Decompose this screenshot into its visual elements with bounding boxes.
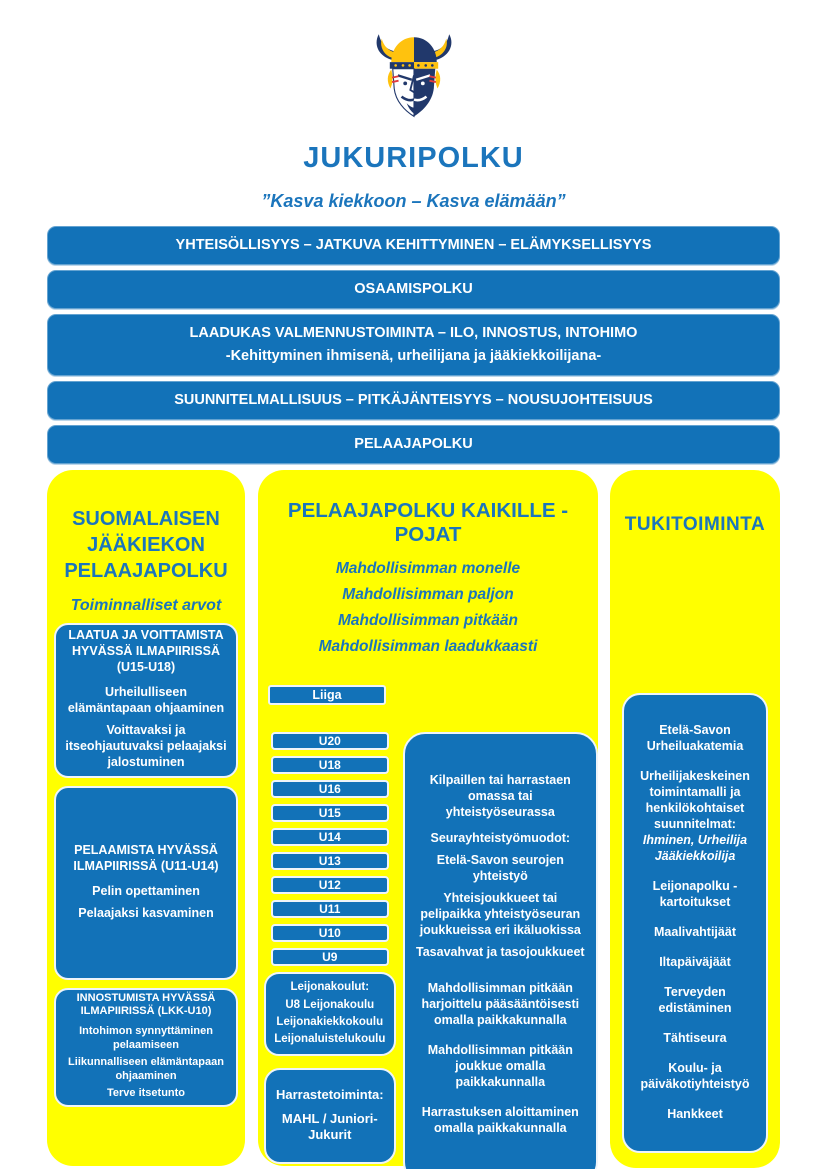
support-item: [632, 878, 758, 910]
leijonakoulut-heading: Leijonakoulut:: [290, 981, 370, 993]
banner-text-line1: YHTEISÖLLISYYS – JATKUVA KEHITTYMINEN – ELÄMYKSELLISYYS: [175, 237, 652, 253]
column-player-path-boys: [258, 470, 598, 1166]
slogan: ”Kasva kiekkoon – Kasva elämään”: [261, 191, 566, 211]
support-item-text: Etelä-Savon Urheiluakatemia: [646, 723, 744, 753]
age-group-ladder: [264, 732, 396, 966]
banner-bar: [47, 226, 780, 265]
support-item-text: Maalivahtijäät: [654, 925, 736, 939]
age-group-bar: U11: [271, 900, 389, 918]
page-title: JUKURIPOLKU: [303, 142, 524, 174]
support-item: [632, 984, 758, 1016]
banner-bar: [47, 270, 780, 309]
support-item-italic-text: Ihminen, Urheilija Jääkiekkoilija: [642, 833, 748, 863]
support-item-text: Iltapäiväjäät: [659, 955, 731, 969]
values-box: [54, 786, 238, 980]
motto-line: Mahdollisimman paljon: [342, 586, 514, 603]
support-item: [632, 768, 758, 864]
age-group-bar: U15: [271, 804, 389, 822]
banner-list: [47, 226, 780, 464]
motto-line: Mahdollisimman pitkään: [337, 612, 518, 629]
harrastetoiminta-box: [264, 1068, 396, 1164]
jukurit-viking-logo-icon: [370, 30, 458, 128]
banner-text-line1: PELAAJAPOLKU: [354, 436, 473, 452]
logo-container: [0, 0, 827, 128]
support-item: [632, 1030, 758, 1046]
column-support-activities: [610, 470, 780, 1168]
support-item-text: Leijonapolku - kartoitukset: [652, 879, 738, 909]
values-box-list: [47, 623, 245, 1107]
age-group-bar: U16: [271, 780, 389, 798]
support-item-text: Terveyden edistäminen: [658, 985, 732, 1015]
leijonakoulut-items: U8 Leijonakoulu Leijonakiekkokoulu Leijonaluistelukoulu: [274, 999, 386, 1045]
values-box-heading: INNOSTUMISTA HYVÄSSÄ ILMAPIIRISSÄ (LKK-U10): [76, 992, 216, 1017]
motto-list: [258, 556, 598, 660]
support-box: [622, 693, 768, 1153]
support-item-text: Tähtiseura: [663, 1031, 727, 1045]
support-item-text: Hankkeet: [667, 1107, 723, 1121]
right-column-title: TUKITOIMINTA: [624, 514, 766, 535]
banner-text-line1: OSAAMISPOLKU: [354, 281, 473, 297]
club-cooperation-items-2: Mahdollisimman pitkään harjoittelu pääsääntöisesti omalla paikkakunnalla Mahdollisimman pitkään joukkue omalla paikkakunnalla Harrastuksen aloittaminen omalla paikkakunnalla: [421, 981, 580, 1135]
age-group-bar: U12: [271, 876, 389, 894]
age-group-bar: U13: [271, 852, 389, 870]
banner-text-line2: -Kehittyminen ihmisenä, urheilijana ja jääkiekkoilijana-: [225, 348, 602, 364]
values-box-items: Urheilulliseen elämäntapaan ohjaaminen Voittavaksi ja itseohjautuvaksi pelaajaksi jalostuminen: [65, 685, 227, 769]
support-item: [632, 954, 758, 970]
banner-bar: [47, 381, 780, 420]
middle-column-title: PELAAJAPOLKU KAIKILLE - POJAT: [287, 499, 569, 546]
column-finnish-player-path: [47, 470, 245, 1166]
left-column-title: SUOMALAISEN JÄÄKIEKON PELAAJAPOLKU: [64, 508, 228, 582]
support-item-text: Urheilijakeskeinen toimintamalli ja henkilökohtaiset suunnitelmat:: [640, 769, 750, 831]
motto-line: Mahdollisimman monelle: [335, 560, 521, 577]
support-item: [632, 1060, 758, 1092]
values-box-heading: LAATUA JA VOITTAMISTA HYVÄSSÄ ILMAPIIRISSÄ (U15-U18): [68, 628, 224, 674]
left-column-subtitle: Toiminnalliset arvot: [70, 597, 222, 614]
harrastetoiminta-heading: Harrastetoiminta:: [275, 1086, 384, 1102]
age-group-bar: U20: [271, 732, 389, 750]
age-group-bar: U18: [271, 756, 389, 774]
values-box-heading: PELAAMISTA HYVÄSSÄ ILMAPIIRISSÄ (U11-U14): [73, 842, 219, 873]
age-ladder-column: [264, 732, 396, 1169]
support-item: [632, 924, 758, 940]
club-cooperation-items: Seurayhteistyömuodot: Etelä-Savon seurojen yhteistyö Yhteisjoukkueet tai pelipaikka yhteistyöseuran joukkueissa eri ikäluokissa Tasavahvat ja tasojoukkueet: [416, 831, 585, 959]
values-box: [54, 623, 238, 778]
age-group-bar: U9: [271, 948, 389, 966]
motto-line: Mahdollisimman laadukkaasti: [318, 638, 538, 655]
support-item: [632, 722, 758, 754]
harrastetoiminta-items: MAHL / Juniori-Jukurit: [281, 1110, 378, 1142]
values-box: [54, 988, 238, 1107]
club-cooperation-heading: Kilpaillen tai harrastaen omassa tai yhteistyöseurassa: [429, 773, 571, 819]
banner-bar: [47, 314, 780, 376]
leijonakoulut-box: [264, 972, 396, 1056]
values-box-items: Intohimon synnyttäminen pelaamiseen Liikunnalliseen elämäntapaan ohjaaminen Terve itsetunto: [68, 1025, 224, 1099]
columns-area: [47, 470, 827, 1169]
support-item: [632, 1106, 758, 1122]
banner-bar: [47, 425, 780, 464]
liiga-level-bar: Liiga: [268, 685, 386, 705]
banner-text-line1: LAADUKAS VALMENNUSTOIMINTA – ILO, INNOSTUS, INTOHIMO: [189, 325, 638, 341]
banner-text-line1: SUUNNITELMALLISUUS – PITKÄJÄNTEISYYS – NOUSUJOHTEISUUS: [174, 392, 653, 408]
age-group-bar: U14: [271, 828, 389, 846]
club-cooperation-box: [403, 732, 598, 1169]
middle-column-body: [264, 732, 598, 1169]
age-group-bar: U10: [271, 924, 389, 942]
values-box-items: Pelin opettaminen Pelaajaksi kasvaminen: [78, 883, 214, 920]
support-item-text: Koulu- ja päiväkotiyhteistyö: [640, 1061, 750, 1091]
